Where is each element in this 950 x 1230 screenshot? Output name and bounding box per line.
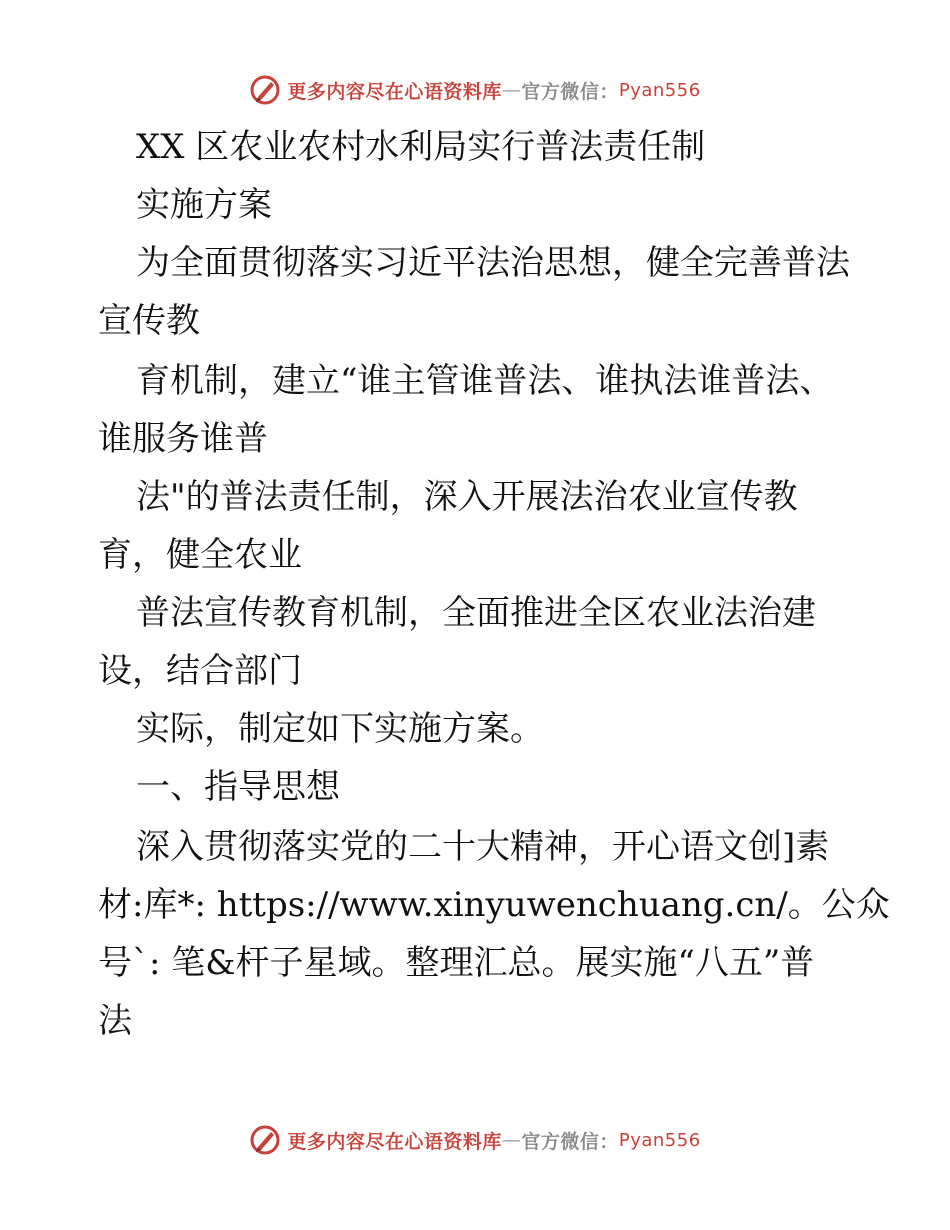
section-heading: 一、指导思想 (136, 767, 340, 807)
watermark-title: 更多内容尽在心语资料库 (287, 1130, 502, 1153)
pen-logo-icon (249, 74, 281, 106)
paragraph-line: 宣传教 (98, 301, 200, 341)
document-title: XX 区农业农村水利局实行普法责任制 (136, 127, 706, 167)
watermark-dash: — (501, 1129, 522, 1151)
watermark-label: 官方微信： (521, 1130, 619, 1153)
paragraph-line: 设，结合部门 (98, 651, 302, 691)
paragraph-line: 法 (98, 1001, 132, 1041)
paragraph-line: 普法宣传教育机制，全面推进全区农业法治建 (136, 593, 816, 633)
paragraph-line: 实际，制定如下实施方案。 (136, 709, 544, 749)
paragraph-line: 法"的普法责任制，深入开展法治农业宣传教 (136, 477, 798, 517)
footer-watermark (0, 1120, 950, 1160)
paragraph-line: 号`: 笔&杆子星域。整理汇总。展实施“八五”普 (98, 943, 815, 983)
paragraph-line: 深入贯彻落实党的二十大精神，开心语文创]素 (136, 827, 830, 867)
paragraph-line: 谁服务谁普 (98, 419, 268, 459)
watermark-dash: — (501, 79, 522, 101)
pen-logo-icon (249, 1124, 281, 1156)
paragraph-line: 育，健全农业 (98, 535, 302, 575)
paragraph-line: 为全面贯彻落实习近平法治思想，健全完善普法 (136, 243, 850, 283)
paragraph-line: 育机制，建立“谁主管谁普法、谁执法谁普法、 (136, 361, 834, 401)
watermark-wechat-id: Pyan556 (618, 1129, 701, 1151)
paragraph-line: 材:库*: https://www.xinyuwenchuang.cn/。公众 (98, 885, 890, 925)
watermark-wechat-id: Pyan556 (618, 79, 701, 101)
watermark-title: 更多内容尽在心语资料库 (287, 80, 502, 103)
watermark-label: 官方微信： (521, 80, 619, 103)
document-subtitle: 实施方案 (136, 185, 272, 225)
header-watermark (0, 70, 950, 110)
